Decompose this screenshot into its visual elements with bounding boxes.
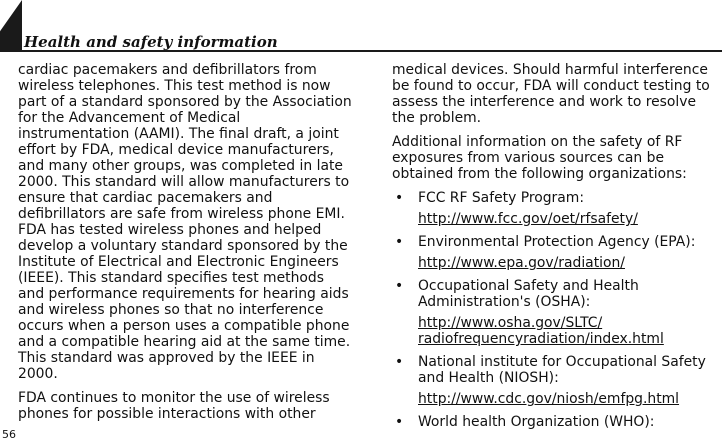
- list-item: [392, 414, 722, 430]
- organization-list: [392, 190, 722, 430]
- organization-link[interactable]: http://www.epa.gov/radiation/: [418, 255, 625, 271]
- section-title: Health and safety information: [24, 33, 278, 51]
- right-column: [392, 62, 722, 437]
- list-item: [392, 234, 722, 271]
- body-paragraph: medical devices. Should harmful interference be found to occur, FDA will conduct testing to assess the interference and work to resolve the problem.: [392, 62, 710, 126]
- organization-name: • World health Organization (WHO):: [418, 414, 655, 430]
- list-item: [392, 278, 722, 347]
- body-paragraph: cardiac pacemakers and defibrillators from wireless telephones. This test method is now part of a standard sponsored by the Association for the Advancement of Medical instrumentation (AAMI). The final draft, a joint effort by FDA, medical device manufacturers, and many other groups, was completed in late 2000. This standard will allow manufacturers to ensure that cardiac pacemakers and defibrillators are safe from wireless phone EMI. FDA has tested wireless phones and helped develop a voluntary standard sponsored by the Institute of Electrical and Electronic Engineers (IEEE). This standard specifies test methods and performance requirements for hearing aids and wireless phones so that no interference occurs when a person uses a compatible phone and a compatible hearing aid at the same time. This standard was approved by the IEEE in 2000.: [18, 62, 352, 382]
- left-column: [18, 62, 354, 430]
- organization-link[interactable]: http://www.cdc.gov/niosh/emfpg.html: [418, 391, 680, 407]
- organization-name: • FCC RF Safety Program:: [418, 190, 584, 206]
- page-number: 56: [2, 428, 16, 441]
- organization-name: • Occupational Safety and Health Administration's (OSHA):: [418, 278, 639, 310]
- organization-link[interactable]: http://www.fcc.gov/oet/rfsafety/: [418, 211, 638, 227]
- list-item: [392, 190, 722, 227]
- header-accent-bar: [0, 0, 22, 52]
- organization-name: • Environmental Protection Agency (EPA):: [418, 234, 696, 250]
- organization-link[interactable]: http://www.osha.gov/SLTC/ radiofrequencyradiation/index.html: [418, 315, 664, 347]
- list-item: [392, 354, 722, 407]
- body-paragraph: FDA continues to monitor the use of wireless phones for possible interactions with other: [18, 390, 330, 422]
- body-paragraph: Additional information on the safety of RF exposures from various sources can be obtained from the following organizations:: [392, 134, 687, 182]
- organization-name: • National institute for Occupational Safety and Health (NIOSH):: [418, 354, 706, 386]
